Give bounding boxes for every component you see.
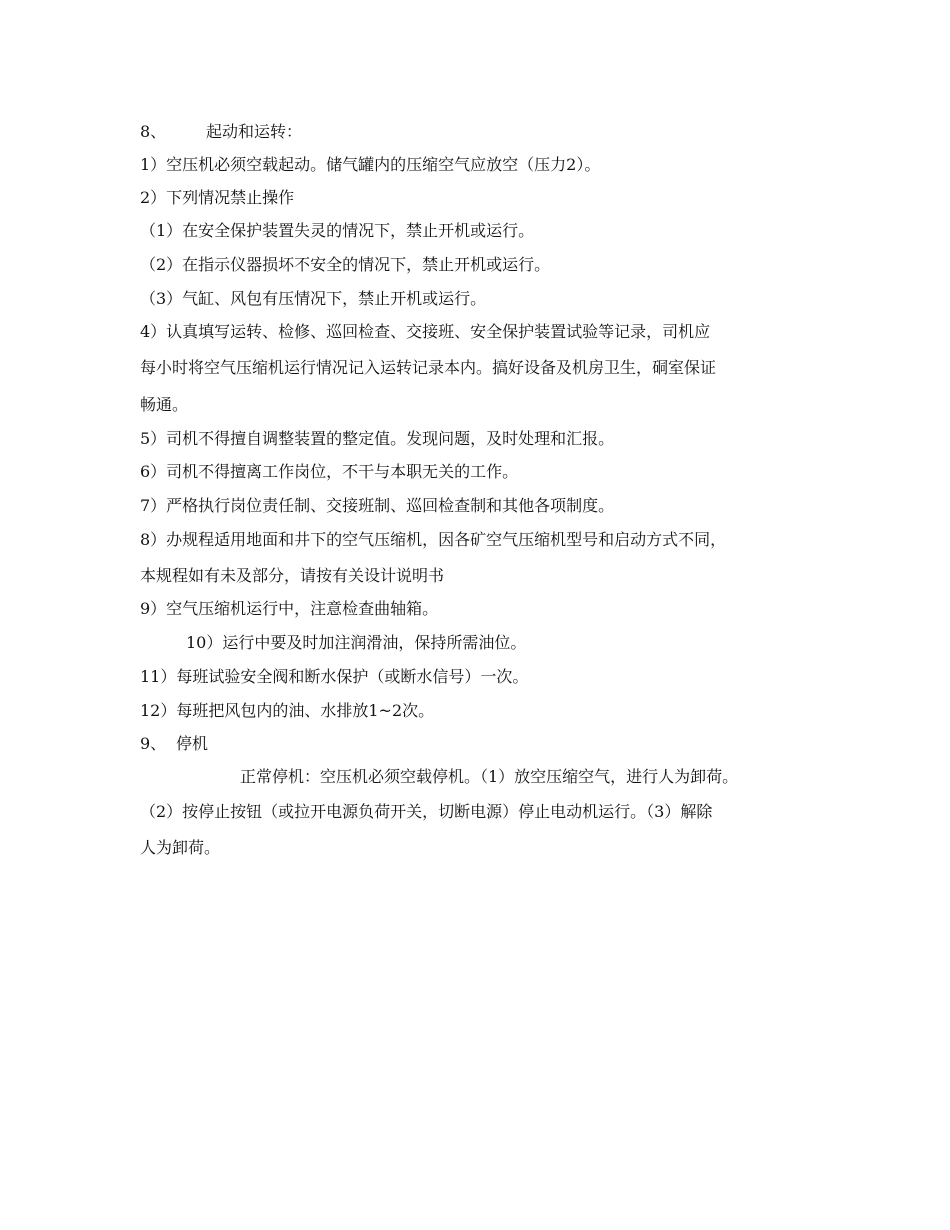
paragraph-line: 5）司机不得擅自调整装置的整定值。发现问题，及时处理和汇报。 bbox=[140, 429, 615, 448]
paragraph-line: （3）气缸、风包有压情况下，禁止开机或运行。 bbox=[140, 289, 487, 308]
section-9-number: 9、 bbox=[140, 734, 167, 753]
paragraph-line: 6）司机不得擅离工作岗位，不干与本职无关的工作。 bbox=[140, 462, 519, 481]
section-9-title: 停机 bbox=[176, 734, 209, 753]
section-9-heading bbox=[140, 734, 208, 754]
paragraph-line: 2）下列情况禁止操作 bbox=[140, 188, 295, 207]
paragraph-line: 1）空压机必须空载起动。储气罐内的压缩空气应放空（压力2）。 bbox=[140, 155, 601, 174]
section-8-heading bbox=[140, 122, 302, 142]
section-8-title: 起动和运转： bbox=[206, 122, 303, 141]
paragraph-line: （2）按停止按钮（或拉开电源负荷开关，切断电源）停止电动机运行。（3）解除 bbox=[140, 802, 713, 821]
paragraph-line: 9）空气压缩机运行中，注意检查曲轴箱。 bbox=[140, 599, 439, 618]
paragraph-line: 8）办规程适用地面和井下的空气压缩机，因各矿空气压缩机型号和启动方式不同， bbox=[140, 530, 727, 549]
paragraph-line: 畅通。 bbox=[140, 395, 189, 414]
paragraph-line: 11）每班试验安全阀和断水保护（或断水信号）一次。 bbox=[140, 667, 529, 686]
paragraph-line: （2）在指示仪器损坏不安全的情况下，禁止开机或运行。 bbox=[140, 255, 551, 274]
paragraph-line: 10）运行中要及时加注润滑油，保持所需油位。 bbox=[186, 633, 527, 652]
paragraph-line: 正常停机：空压机必须空载停机。（1）放空压缩空气，进行人为卸荷。 bbox=[240, 767, 739, 786]
paragraph-line: 12）每班把风包内的油、水排放1~2次。 bbox=[140, 701, 435, 720]
paragraph-line: 7）严格执行岗位责任制、交接班制、巡回检查制和其他各项制度。 bbox=[140, 496, 615, 515]
paragraph-line: （1）在安全保护装置失灵的情况下，禁止开机或运行。 bbox=[140, 221, 535, 240]
paragraph-line: 每小时将空气压缩机运行情况记入运转记录本内。搞好设备及机房卫生，硐室保证 bbox=[140, 358, 717, 377]
paragraph-line: 人为卸荷。 bbox=[140, 838, 221, 857]
paragraph-line: 本规程如有未及部分，请按有关设计说明书 bbox=[140, 566, 445, 585]
section-8-number: 8、 bbox=[140, 122, 167, 141]
paragraph-line: 4）认真填写运转、检修、巡回检查、交接班、安全保护装置试验等记录，司机应 bbox=[140, 322, 711, 341]
